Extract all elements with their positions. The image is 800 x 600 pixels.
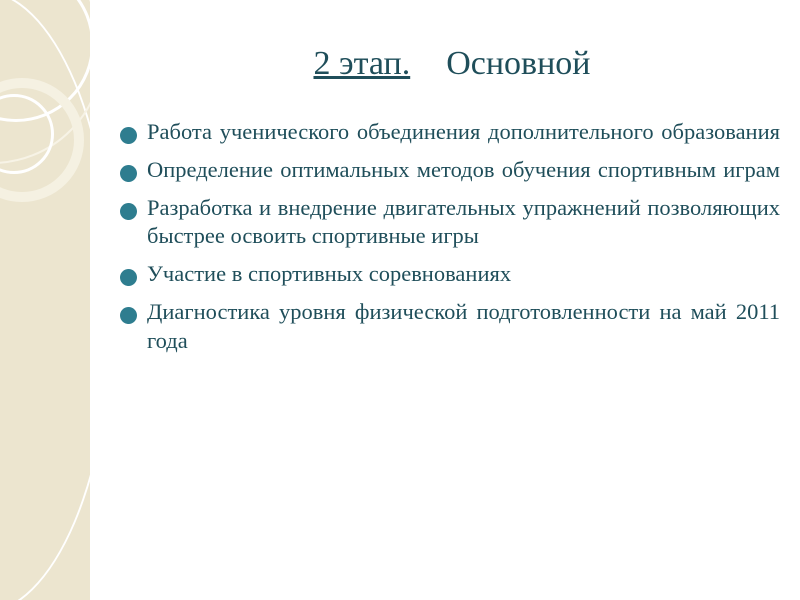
bullet-dot-icon bbox=[120, 165, 137, 182]
list-item-text: Разработка и внедрение двигательных упражнений позволяющих быстрее освоить спортивные игры bbox=[147, 194, 780, 249]
list-item-text: Работа ученического объединения дополнительного образования bbox=[147, 119, 780, 144]
bullet-dot-icon bbox=[120, 269, 137, 286]
list-item-text: Определение оптимальных методов обучения спортивным играм bbox=[147, 156, 780, 182]
list-item-text: Участие в спортивных соревнованиях bbox=[147, 261, 512, 287]
title-main-label: Основной bbox=[446, 45, 591, 82]
slide-content bbox=[92, 0, 800, 600]
list-item bbox=[120, 156, 780, 185]
list-item bbox=[120, 118, 780, 147]
list-item bbox=[120, 194, 780, 252]
bullet-dot-icon bbox=[120, 203, 137, 220]
bullet-list bbox=[120, 118, 780, 365]
list-item bbox=[120, 260, 780, 289]
page-title bbox=[132, 45, 772, 83]
title-stage-label: 2 этап. bbox=[313, 45, 411, 82]
list-item bbox=[120, 298, 780, 356]
decorative-left-band bbox=[0, 0, 92, 600]
bullet-dot-icon bbox=[120, 307, 137, 324]
bullet-dot-icon bbox=[120, 127, 137, 144]
list-item-text: Диагностика уровня физической подготовленности на май 2011 года bbox=[147, 298, 780, 353]
